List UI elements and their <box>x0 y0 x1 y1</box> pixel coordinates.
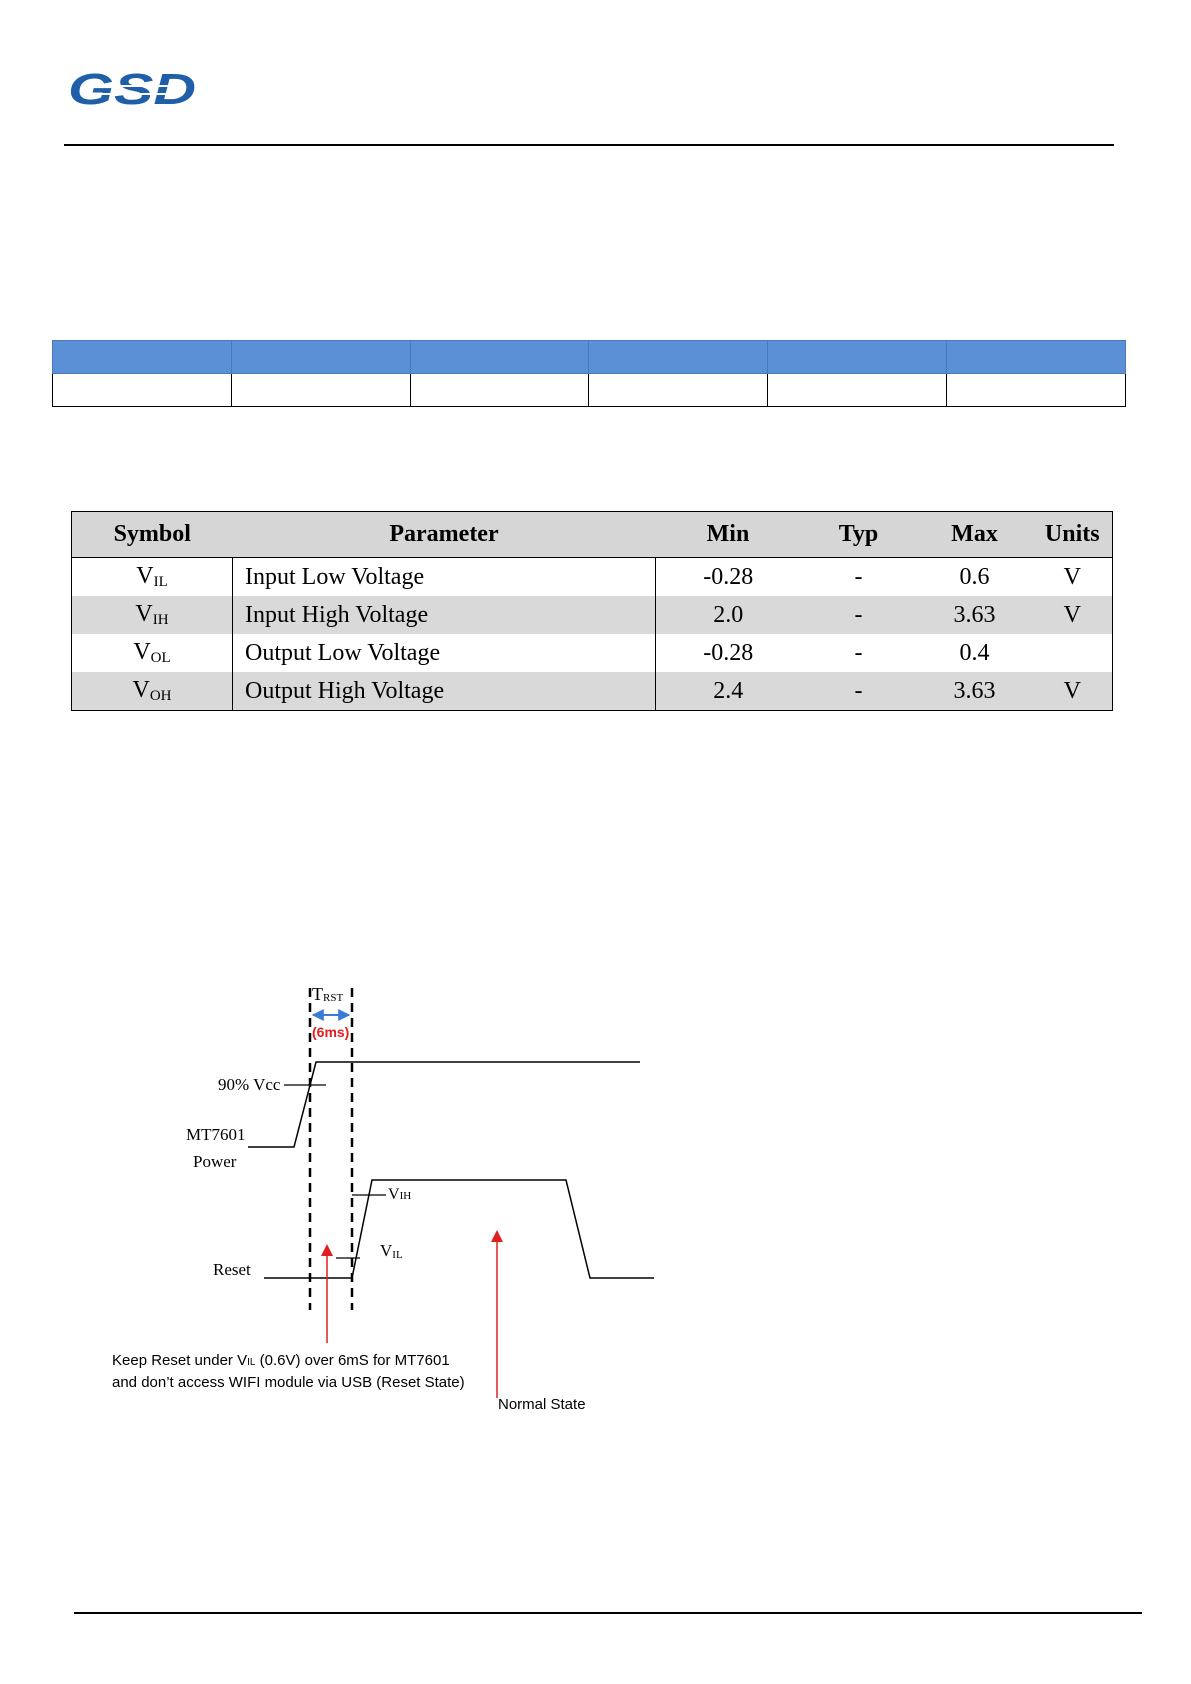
normal-state-label: Normal State <box>498 1396 586 1413</box>
max-cell: 0.6 <box>959 563 990 590</box>
symbol-sub: IH <box>152 612 169 628</box>
footer-rule <box>74 1612 1142 1614</box>
units-cell: V <box>1033 596 1113 634</box>
vcc-label: 90% Vcc <box>218 1075 281 1094</box>
reset-waveform <box>264 1180 654 1278</box>
symbol-sub: OL <box>150 650 171 666</box>
parameter-cell: Output Low Voltage <box>233 634 656 672</box>
header-parameter: Parameter <box>233 512 656 558</box>
reset-note-line1: Keep Reset under VIL (0.6V) over 6mS for MT7601 <box>112 1352 450 1369</box>
header-symbol: Symbol <box>72 512 233 558</box>
typ-cell: - <box>801 672 917 711</box>
logo-text: GSD <box>68 65 196 112</box>
max-cell: 3.63 <box>917 672 1033 711</box>
min-cell: -0.28 <box>703 563 754 590</box>
min-cell: -0.28 <box>703 639 754 666</box>
header-min: Min <box>656 512 801 558</box>
typ-cell: - <box>801 596 917 634</box>
parameter-cell: Input Low Voltage <box>233 558 656 597</box>
header-typ: Typ <box>801 512 917 558</box>
symbol-main: V <box>132 677 150 703</box>
reset-note-line2: and don’t access WIFI module via USB (Reset State) <box>112 1374 465 1391</box>
symbol-main: V <box>135 601 153 627</box>
parameter-cell: Input High Voltage <box>233 596 656 634</box>
vil-label: VIL <box>380 1241 403 1261</box>
units-cell: V <box>1063 563 1081 590</box>
trst-value: (6ms) <box>312 1024 350 1040</box>
reset-label: Reset <box>213 1260 251 1279</box>
typ-cell: - <box>854 563 863 590</box>
min-cell: 2.4 <box>656 672 801 711</box>
power-label-line2: Power <box>193 1152 237 1171</box>
header-max: Max <box>917 512 1033 558</box>
trst-label: TRST <box>312 984 344 1004</box>
power-waveform <box>248 1062 640 1147</box>
symbol-main: V <box>136 563 154 589</box>
parameter-cell: Output High Voltage <box>233 672 656 711</box>
symbol-sub: IL <box>153 574 168 590</box>
power-label-line1: MT7601 <box>186 1125 246 1144</box>
units-cell: V <box>1033 672 1113 711</box>
symbol-sub: OH <box>149 688 172 704</box>
max-cell: 3.63 <box>917 596 1033 634</box>
min-cell: 2.0 <box>656 596 801 634</box>
max-cell: 0.4 <box>959 639 990 666</box>
typ-cell: - <box>854 639 863 666</box>
header-units: Units <box>1033 512 1113 558</box>
symbol-main: V <box>133 639 151 665</box>
vih-label: VIH <box>388 1186 412 1203</box>
